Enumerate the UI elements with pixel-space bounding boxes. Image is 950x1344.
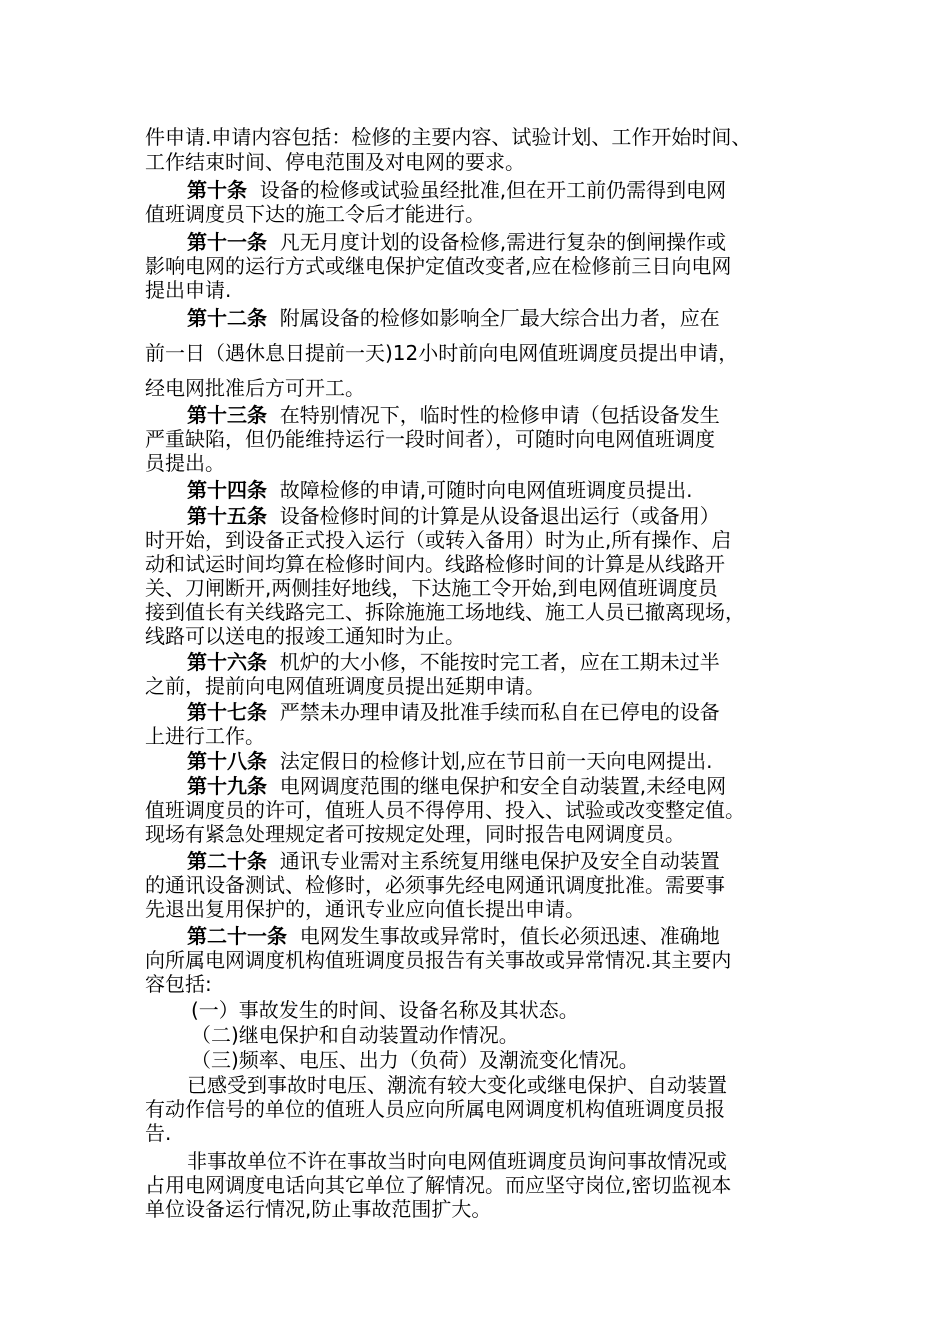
text-line: 容包括: xyxy=(145,972,212,996)
article-text: 故障检修的申请,可随时向电网值班调度员提出. xyxy=(267,478,693,502)
paragraph-start: 已感受到事故时电压、潮流有较大变化或继电保护、自动装置 xyxy=(187,1073,727,1097)
text-line: 告. xyxy=(145,1121,172,1145)
article-17 xyxy=(187,701,720,723)
text-line: 时开始，到设备正式投入运行（或转入备用）时为止,所有操作、启 xyxy=(145,528,732,552)
text-line: 的通讯设备测试、检修时，必须事先经电网通讯调度批准。需要事 xyxy=(145,873,725,897)
article-19 xyxy=(187,775,726,797)
article-16 xyxy=(187,651,720,673)
article-text: 机炉的大小修，不能按时完工者，应在工期未过半 xyxy=(267,650,720,674)
list-item: (一）事故发生的时间、设备名称及其状态。 xyxy=(191,998,579,1022)
article-heading: 第十三条 xyxy=(187,403,267,427)
article-21 xyxy=(187,925,720,947)
text-line: 影响电网的运行方式或继电保护定值改变者,应在检修前三日向电网 xyxy=(145,254,732,278)
text-line: 先退出复用保护的，通讯专业应向值长提出申请。 xyxy=(145,897,585,921)
article-text: 附属设备的检修如影响全厂最大综合出力者，应在 xyxy=(267,306,720,330)
article-12 xyxy=(187,307,720,329)
article-heading: 第十七条 xyxy=(187,700,267,724)
article-heading: 第十四条 xyxy=(187,478,267,502)
article-heading: 第十六条 xyxy=(187,650,267,674)
text-line: 值班调度员下达的施工令后才能进行。 xyxy=(145,202,485,226)
text-line: 关、刀闸断开,两侧挂好地线，下达施工令开始,到电网值班调度员 xyxy=(145,576,718,600)
list-item: （三)频率、电压、出力（负荷）及潮流变化情况。 xyxy=(191,1048,639,1072)
text-line: 件申请.申请内容包括：检修的主要内容、试验计划、工作开始时间、 xyxy=(145,125,752,149)
text-line: 线路可以送电的报竣工通知时为止。 xyxy=(145,624,465,648)
article-heading: 第十条 xyxy=(187,178,247,202)
text-line: 占用电网调度电话向其它单位了解情况。而应坚守岗位,密切监视本 xyxy=(145,1173,732,1197)
article-18 xyxy=(187,750,712,772)
article-text: 法定假日的检修计划,应在节日前一天向电网提出. xyxy=(267,749,713,773)
text-line: 动和试运时间均算在检修时间内。线路检修时间的计算是从线路开 xyxy=(145,552,725,576)
list-item: （二)继电保护和自动装置动作情况。 xyxy=(191,1023,519,1047)
article-10 xyxy=(187,179,726,201)
article-text: 电网调度范围的继电保护和安全自动装置,未经电网 xyxy=(267,774,727,798)
article-text: 严禁未办理申请及批准手续而私自在已停电的设备 xyxy=(267,700,720,724)
article-text: 通讯专业需对主系统复用继电保护及安全自动装置 xyxy=(267,849,720,873)
article-15 xyxy=(187,505,720,527)
text-line: 接到值长有关线路完工、拆除施施工场地线、施工人员已撤离现场， xyxy=(145,600,745,624)
article-heading: 第二十一条 xyxy=(187,924,287,948)
article-13 xyxy=(187,404,720,426)
text-line: 有动作信号的单位的值班人员应向所属电网调度机构值班调度员报 xyxy=(145,1097,725,1121)
text-line: 单位设备运行情况,防止事故范围扩大。 xyxy=(145,1197,492,1221)
article-text: 在特别情况下，临时性的检修申请（包括设备发生 xyxy=(267,403,720,427)
article-20 xyxy=(187,850,720,872)
article-heading: 第十五条 xyxy=(187,504,267,528)
article-text: 凡无月度计划的设备检修,需进行复杂的倒闸操作或 xyxy=(267,230,727,254)
text-line: 员提出。 xyxy=(145,451,225,475)
text-line: 提出申请. xyxy=(145,278,232,302)
article-heading: 第十二条 xyxy=(187,306,267,330)
paragraph-start: 非事故单位不许在事故当时向电网值班调度员询问事故情况或 xyxy=(187,1149,727,1173)
text-line: 值班调度员的许可，值班人员不得停用、投入、试验或改变整定值。 xyxy=(145,798,745,822)
article-heading: 第十九条 xyxy=(187,774,267,798)
article-heading: 第十一条 xyxy=(187,230,267,254)
text-line: 上进行工作。 xyxy=(145,724,265,748)
text-line: 之前，提前向电网值班调度员提出延期申请。 xyxy=(145,674,545,698)
text-line: 现场有紧急处理规定者可按规定处理，同时报告电网调度员。 xyxy=(145,822,685,846)
article-text: 设备的检修或试验虽经批准,但在开工前仍需得到电网 xyxy=(247,178,727,202)
text-line: 严重缺陷，但仍能维持运行一段时间者），可随时向电网值班调度 xyxy=(145,427,715,451)
article-heading: 第十八条 xyxy=(187,749,267,773)
text-line: 经电网批准后方可开工。 xyxy=(145,376,365,400)
article-text: 电网发生事故或异常时，值长必须迅速、准确地 xyxy=(287,924,720,948)
text-line: 向所属电网调度机构值班调度员报告有关事故或异常情况.其主要内 xyxy=(145,948,732,972)
article-11 xyxy=(187,231,726,253)
article-text: 设备检修时间的计算是从设备退出运行（或备用） xyxy=(267,504,720,528)
text-line: 工作结束时间、停电范围及对电网的要求。 xyxy=(145,150,525,174)
text-line: 前一日（遇休息日提前一天)12小时前向电网值班调度员提出申请， xyxy=(145,341,739,365)
article-heading: 第二十条 xyxy=(187,849,267,873)
article-14 xyxy=(187,479,692,501)
